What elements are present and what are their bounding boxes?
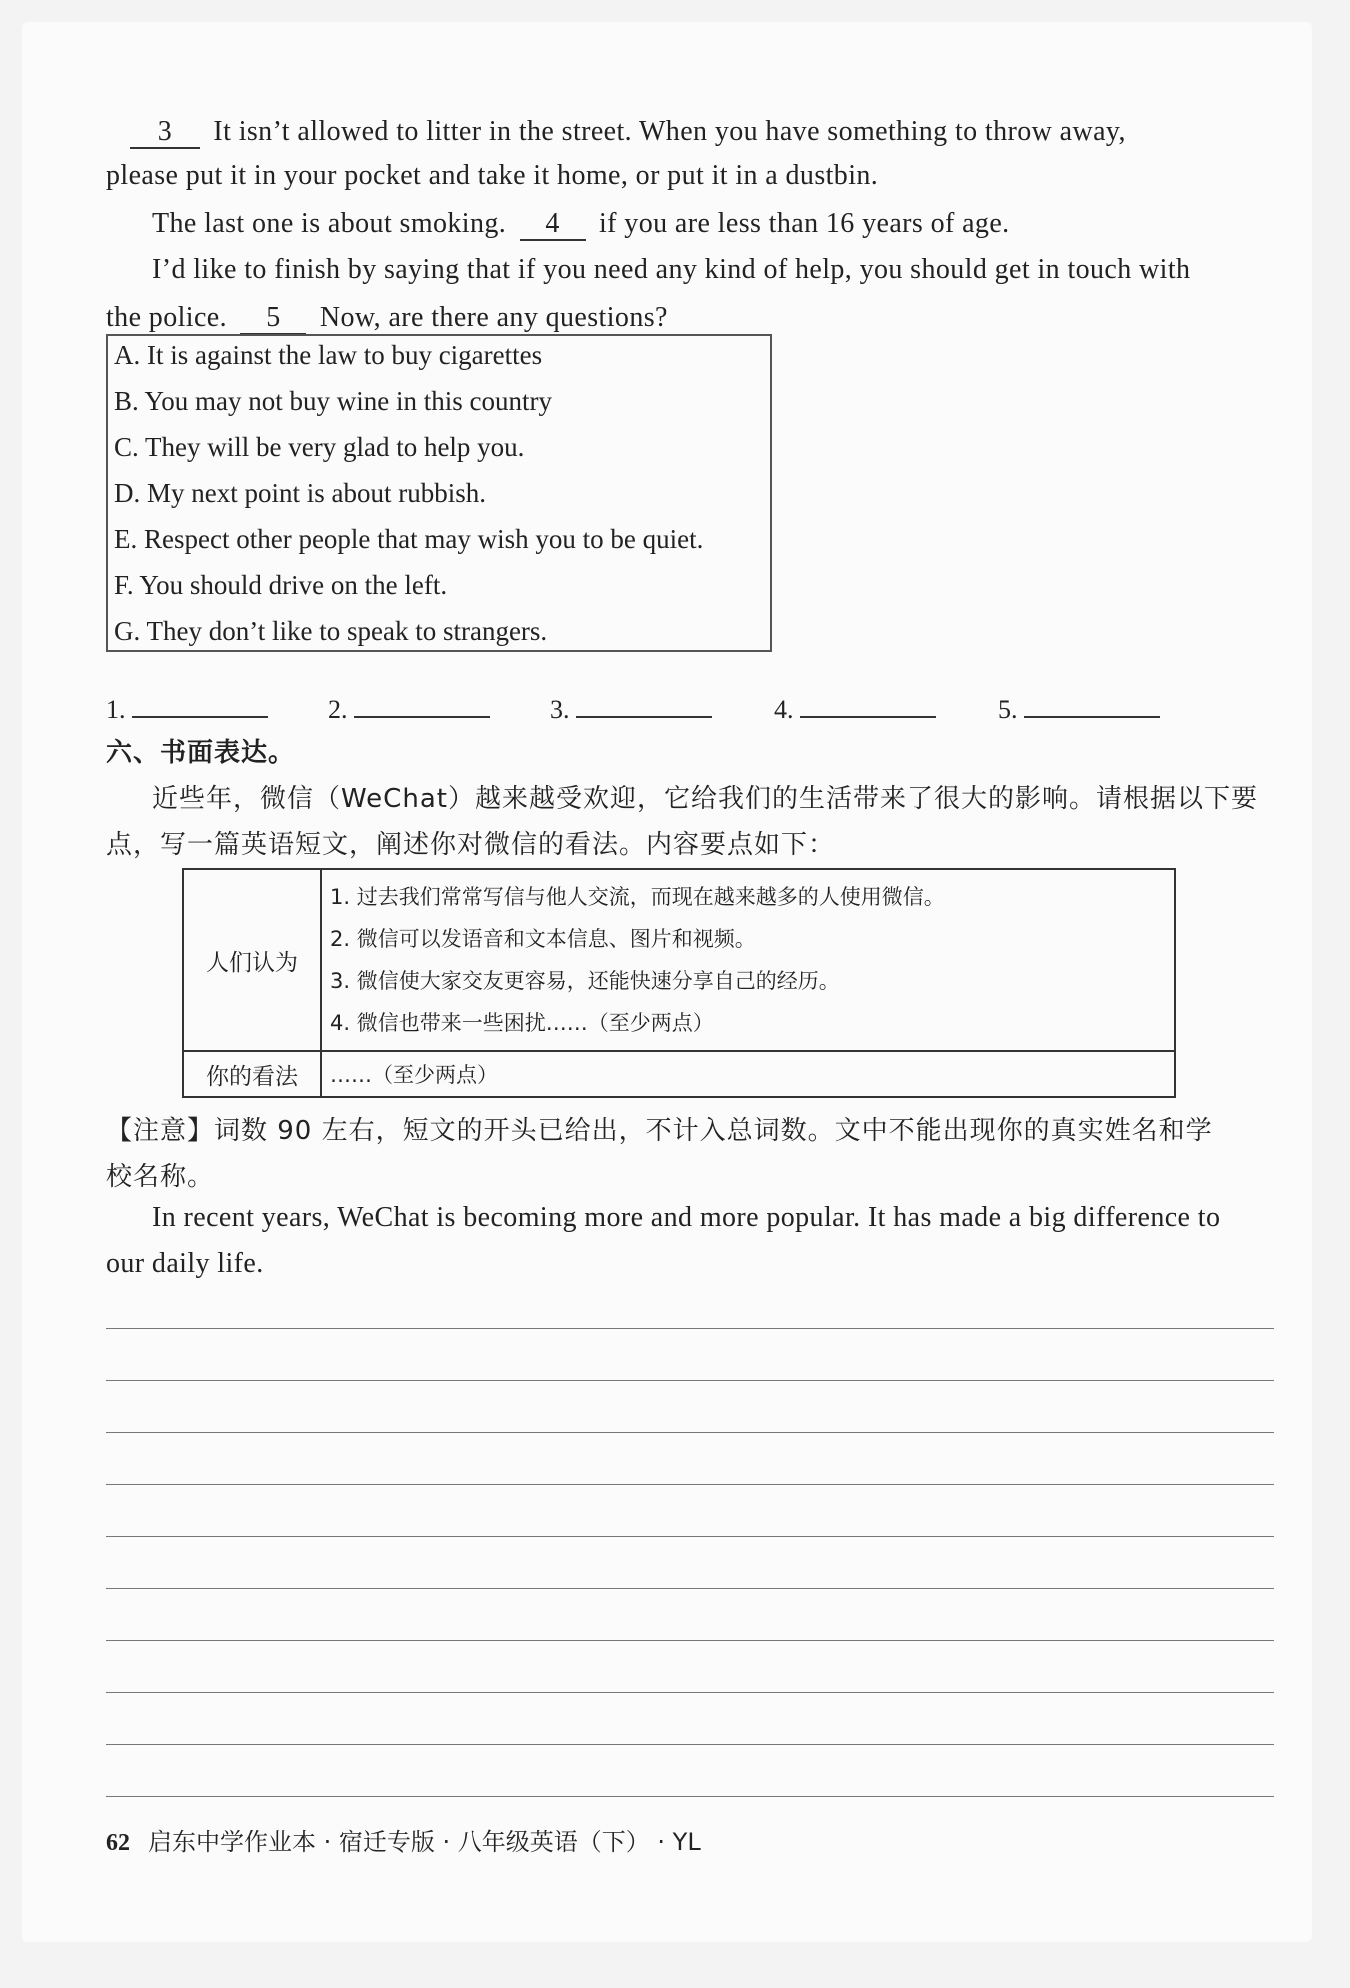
row-label-people-think: 人们认为 bbox=[183, 869, 321, 1051]
passage-line-1 bbox=[130, 112, 1126, 152]
writing-line[interactable] bbox=[106, 1536, 1274, 1537]
passage-text: The last one is about smoking. bbox=[152, 208, 507, 239]
key-points-table bbox=[182, 868, 1176, 1098]
writing-line[interactable] bbox=[106, 1432, 1274, 1433]
answer-number: 3. bbox=[550, 695, 570, 724]
blank-4[interactable]: 4 bbox=[520, 209, 586, 241]
point-item: 1. 过去我们常常写信与他人交流，而现在越来越多的人使用微信。 bbox=[330, 885, 945, 909]
answer-blank-5[interactable] bbox=[1024, 690, 1160, 718]
answer-number: 4. bbox=[774, 695, 794, 724]
page-number: 62 bbox=[106, 1830, 130, 1856]
option-g: G. They don’t like to speak to strangers. bbox=[114, 616, 548, 646]
writing-line[interactable] bbox=[106, 1796, 1274, 1797]
passage-text: It isn’t allowed to litter in the street. When you have something to throw away, bbox=[213, 116, 1126, 147]
point-item: 4. 微信也带来一些困扰……（至少两点） bbox=[330, 1011, 714, 1035]
answer-number: 1. bbox=[106, 695, 126, 724]
note-line-1: 【注意】词数 90 左右，短文的开头已给出，不计入总词数。文中不能出现你的真实姓名和学 bbox=[106, 1116, 1213, 1146]
writing-line[interactable] bbox=[106, 1588, 1274, 1589]
passage-text: if you are less than 16 years of age. bbox=[599, 208, 1010, 239]
passage-line-3 bbox=[152, 204, 1010, 244]
answer-blank-3[interactable] bbox=[576, 690, 712, 718]
row-label-your-opinion: 你的看法 bbox=[183, 1051, 321, 1097]
row-items bbox=[321, 869, 1175, 1051]
section-title: 六、书面表达。 bbox=[106, 738, 296, 768]
section-intro-1: 近些年，微信（WeChat）越来越受欢迎，它给我们的生活带来了很大的影响。请根据以下要 bbox=[152, 784, 1258, 814]
page-footer bbox=[106, 1822, 701, 1857]
essay-start-1: In recent years, WeChat is becoming more and more popular. It has made a big difference to bbox=[152, 1202, 1221, 1233]
option-d: D. My next point is about rubbish. bbox=[114, 478, 486, 508]
writing-line[interactable] bbox=[106, 1484, 1274, 1485]
table-row bbox=[183, 1051, 1175, 1097]
option-b: B. You may not buy wine in this country bbox=[114, 386, 553, 416]
writing-line[interactable] bbox=[106, 1328, 1274, 1329]
answer-number: 2. bbox=[328, 695, 348, 724]
passage-line-4: I’d like to finish by saying that if you need any kind of help, you should get in touch with bbox=[152, 254, 1191, 285]
note-line-2: 校名称。 bbox=[106, 1162, 215, 1192]
writing-line[interactable] bbox=[106, 1692, 1274, 1693]
writing-line[interactable] bbox=[106, 1380, 1274, 1381]
option-e: E. Respect other people that may wish you to be quiet. bbox=[114, 524, 704, 554]
answer-1 bbox=[106, 690, 268, 725]
answer-number: 5. bbox=[998, 695, 1018, 724]
worksheet-page bbox=[22, 22, 1312, 1942]
blank-5[interactable]: 5 bbox=[240, 303, 306, 335]
answer-blank-2[interactable] bbox=[354, 690, 490, 718]
blank-3[interactable]: 3 bbox=[130, 117, 200, 149]
passage-line-2: please put it in your pocket and take it home, or put it in a dustbin. bbox=[106, 160, 879, 191]
book-title: 启东中学作业本 · 宿迁专版 · 八年级英语（下） · YL bbox=[148, 1828, 701, 1856]
writing-line[interactable] bbox=[106, 1744, 1274, 1745]
answer-blank-4[interactable] bbox=[800, 690, 936, 718]
answer-2 bbox=[328, 690, 490, 725]
answer-4 bbox=[774, 690, 936, 725]
option-f: F. You should drive on the left. bbox=[114, 570, 448, 600]
answer-5 bbox=[998, 690, 1160, 725]
options-box bbox=[106, 334, 772, 652]
passage-text: the police. bbox=[106, 302, 228, 333]
point-item: 2. 微信可以发语音和文本信息、图片和视频。 bbox=[330, 927, 756, 951]
answer-3 bbox=[550, 690, 712, 725]
row-opinion-text: ……（至少两点） bbox=[321, 1051, 1175, 1097]
answer-blank-1[interactable] bbox=[132, 690, 268, 718]
point-item: 3. 微信使大家交友更容易，还能快速分享自己的经历。 bbox=[330, 969, 840, 993]
passage-text: Now, are there any questions? bbox=[319, 302, 668, 333]
writing-line[interactable] bbox=[106, 1640, 1274, 1641]
option-c: C. They will be very glad to help you. bbox=[114, 432, 525, 462]
option-a: A. It is against the law to buy cigarettes bbox=[114, 340, 543, 370]
section-intro-2: 点，写一篇英语短文，阐述你对微信的看法。内容要点如下： bbox=[106, 830, 836, 860]
passage-line-5 bbox=[106, 298, 668, 338]
essay-start-2: our daily life. bbox=[106, 1248, 264, 1279]
table-row bbox=[183, 869, 1175, 1051]
